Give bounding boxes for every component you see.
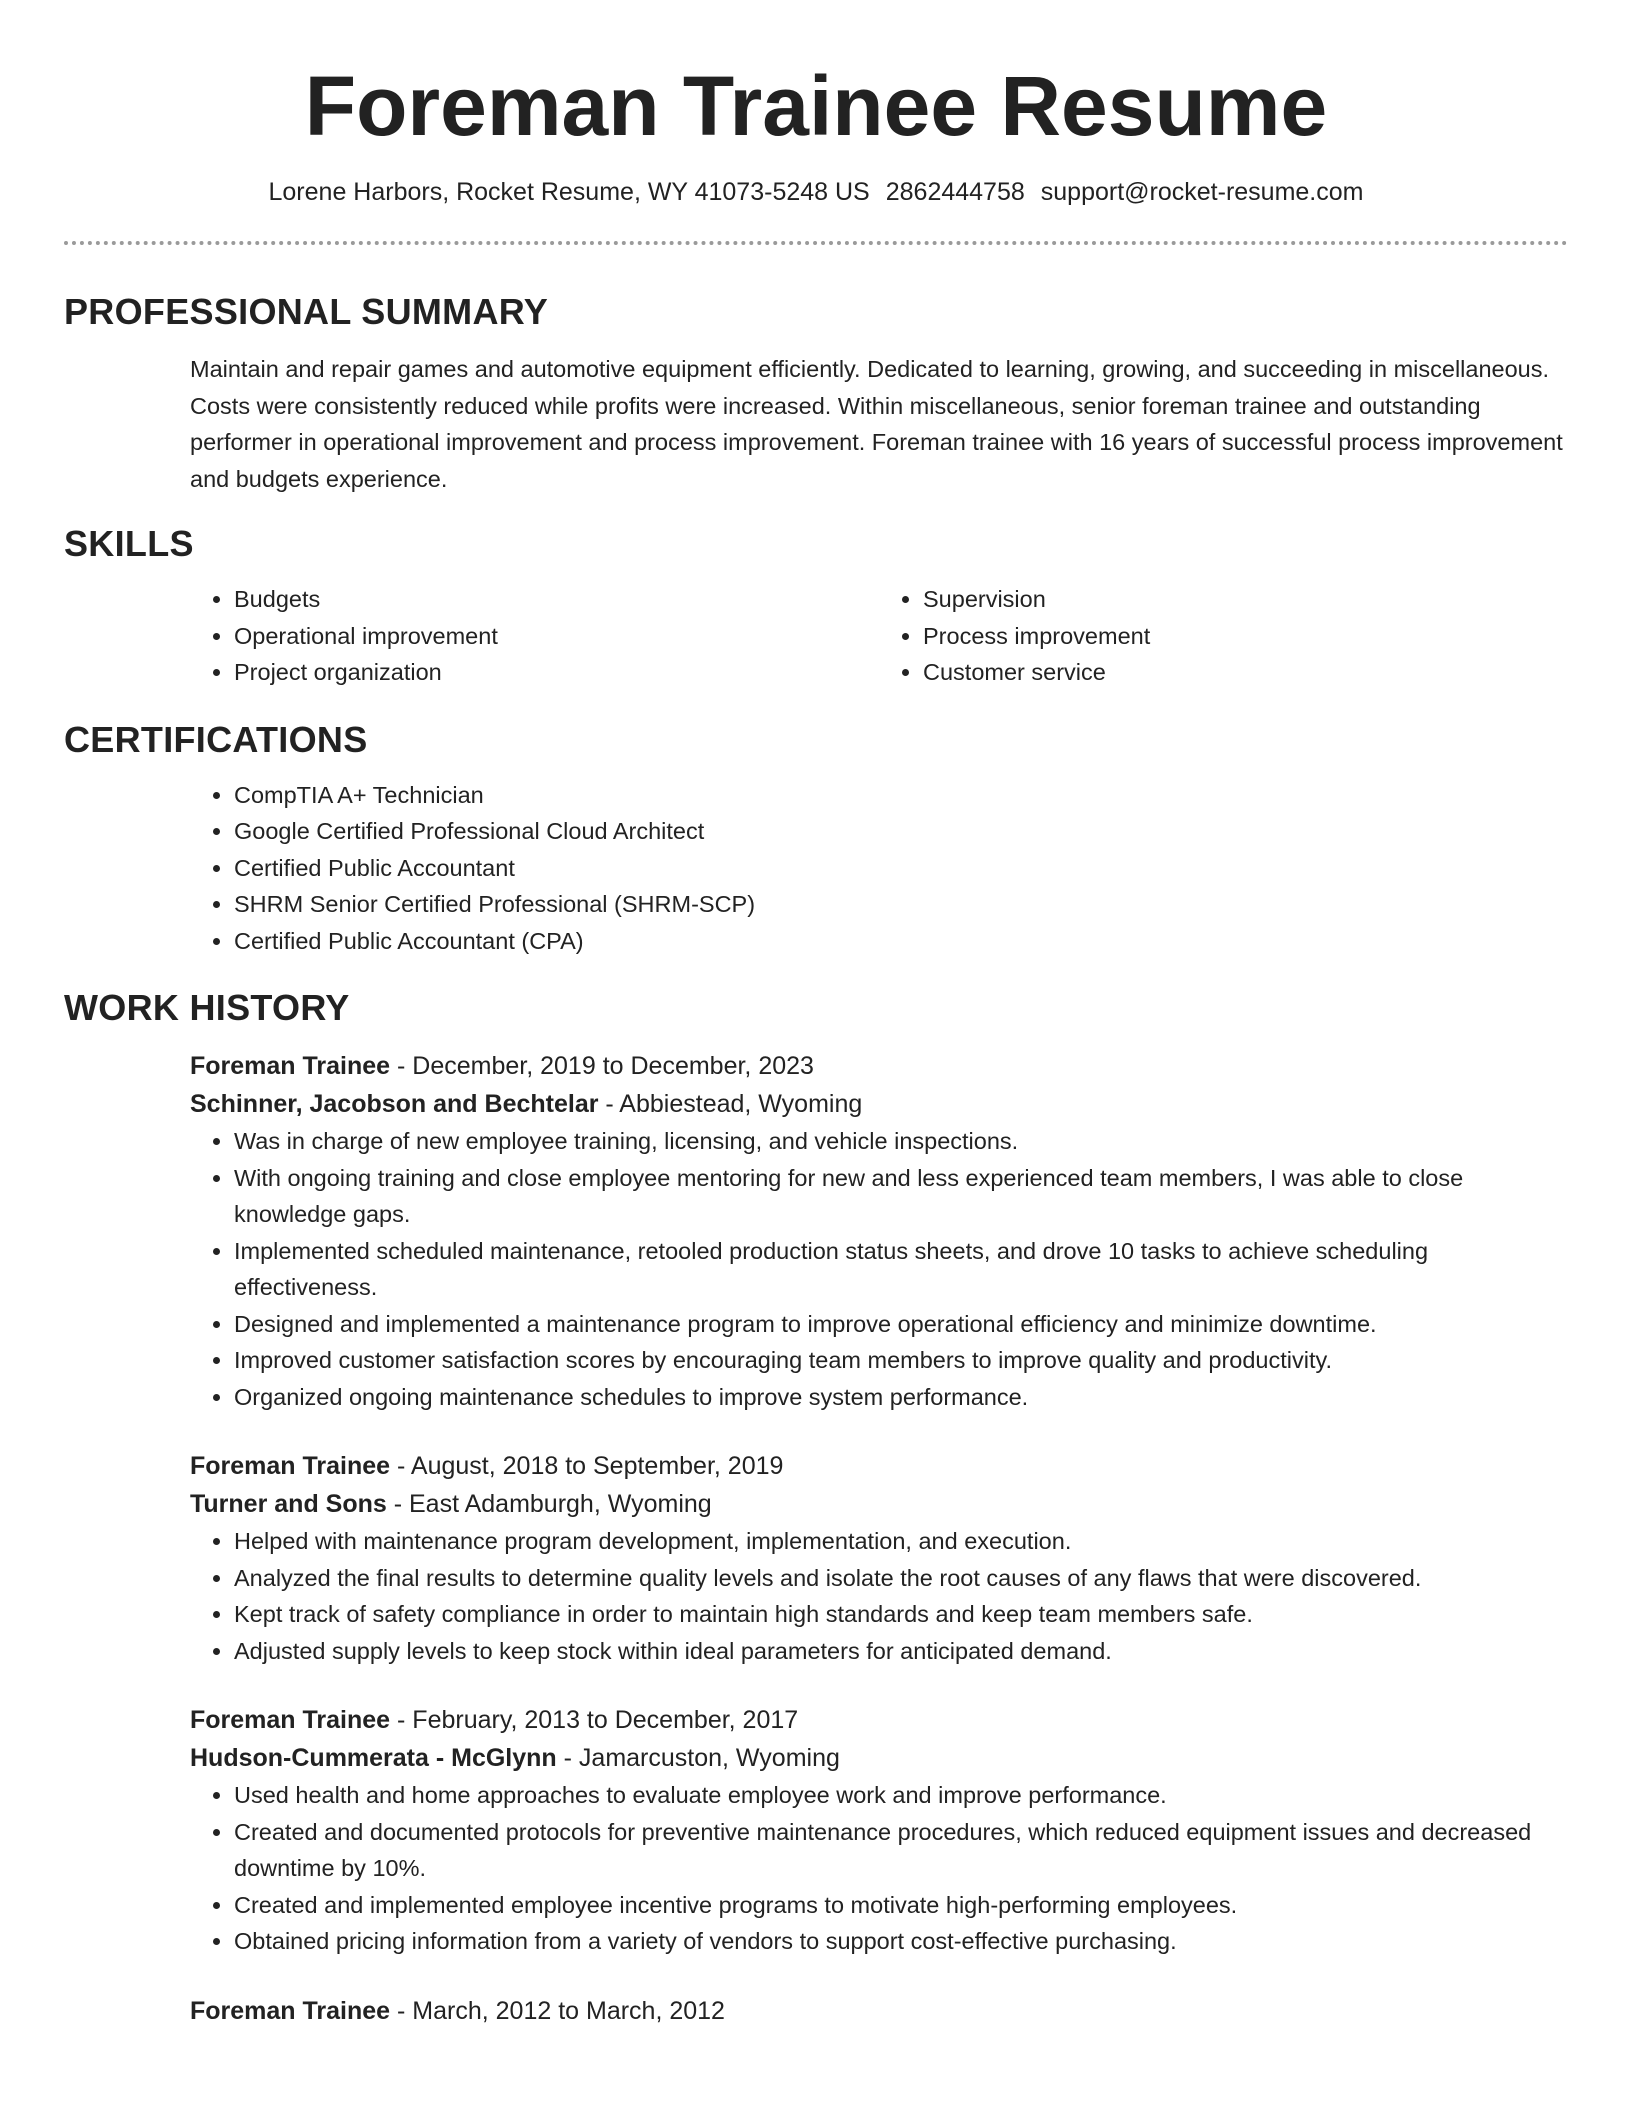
job-entry: [190, 1447, 1568, 1669]
job-title-line: [190, 1447, 1568, 1485]
job-bullet: • Designed and implemented a maintenance program to improve operational efficiency and minimize downtime.: [234, 1306, 1568, 1343]
job-dates: - December, 2019 to December, 2023: [390, 1052, 814, 1080]
skill-item: • Project organization: [234, 654, 879, 691]
skills-right-list: [879, 581, 1568, 691]
certifications-list-wrap: [190, 777, 1568, 960]
job-bullet: • Was in charge of new employee training, licensing, and vehicle inspections.: [234, 1123, 1568, 1160]
certification-item: • Google Certified Professional Cloud Architect: [234, 813, 1568, 850]
summary-heading: PROFESSIONAL SUMMARY: [64, 291, 549, 332]
job-bullet: • Created and implemented employee incentive programs to motivate high-performing employees.: [234, 1887, 1568, 1924]
work-section: [64, 987, 1568, 2030]
job-company: Turner and Sons: [190, 1490, 387, 1518]
job-bullet: • Adjusted supply levels to keep stock within ideal parameters for anticipated demand.: [234, 1633, 1568, 1670]
contact-line: [0, 178, 1632, 207]
work-heading: WORK HISTORY: [64, 987, 350, 1028]
job-title: Foreman Trainee: [190, 1052, 391, 1080]
job-title: Foreman Trainee: [190, 1452, 391, 1480]
certifications-heading: CERTIFICATIONS: [64, 718, 368, 760]
certification-item: • CompTIA A+ Technician: [234, 777, 1568, 814]
certifications-section: [64, 719, 1568, 960]
job-bullet: • Kept track of safety compliance in order to maintain high standards and keep team members safe.: [234, 1596, 1568, 1633]
contact-phone: 2862444758: [885, 178, 1025, 206]
job-bullet: • Improved customer satisfaction scores by encouraging team members to improve quality and productivity.: [234, 1342, 1568, 1379]
job-bullet: • Helped with maintenance program development, implementation, and execution.: [234, 1523, 1568, 1560]
certifications-list: [190, 777, 1568, 960]
summary-text: Maintain and repair games and automotive equipment efficiently. Dedicated to learning, growing, and succeeding in miscellaneous. Costs were consistently reduced while profits were increased. Within miscellaneous, senior foreman trainee and outstanding performer in operational improvement and process improvement. Foreman trainee with 16 years of successful process improvement and budgets experience.: [190, 356, 1563, 492]
page-title: Foreman Trainee Resume: [304, 59, 1328, 153]
job-company-line: [190, 1739, 1568, 1777]
skill-item: • Customer service: [923, 654, 1568, 691]
job-bullet: • Created and documented protocols for preventive maintenance procedures, which reduced equipment issues and decreased downtime by 10%.: [234, 1814, 1568, 1887]
skill-item: • Supervision: [923, 581, 1568, 618]
job-company-line: [190, 1085, 1568, 1123]
job-entry: [190, 1701, 1568, 1960]
job-dates: - August, 2018 to September, 2019: [390, 1452, 784, 1480]
contact-email: support@rocket-resume.com: [1040, 178, 1364, 206]
job-title: Foreman Trainee: [190, 1996, 391, 2025]
job-location: - Jamarcuston, Wyoming: [556, 1744, 840, 1772]
job-entry: [190, 1992, 1568, 2030]
job-location: - East Adamburgh, Wyoming: [386, 1490, 712, 1518]
skills-heading: SKILLS: [64, 523, 194, 564]
certification-item: • Certified Public Accountant: [234, 850, 1568, 887]
skill-item: • Operational improvement: [234, 618, 879, 655]
job-bullets: [190, 1523, 1568, 1669]
contact-address: Lorene Harbors, Rocket Resume, WY 41073-5248 US: [268, 178, 870, 206]
job-bullets: [190, 1777, 1568, 1960]
job-bullet: • Organized ongoing maintenance schedules to improve system performance.: [234, 1379, 1568, 1416]
job-bullet: • Used health and home approaches to evaluate employee work and improve performance.: [234, 1777, 1568, 1814]
job-bullet: • Analyzed the final results to determine quality levels and isolate the root causes of any flaws that were discovered.: [234, 1560, 1568, 1597]
summary-section: [64, 291, 1568, 497]
job-entry: [190, 1047, 1568, 1415]
job-title-line: [190, 1992, 1568, 2030]
job-bullet: • Obtained pricing information from a variety of vendors to support cost-effective purchasing.: [234, 1923, 1568, 1960]
job-company-line: [190, 1485, 1568, 1523]
skills-left-list: [190, 581, 879, 691]
job-dates: - February, 2013 to December, 2017: [390, 1706, 799, 1734]
skill-item: • Process improvement: [923, 618, 1568, 655]
job-bullet: • With ongoing training and close employee mentoring for new and less experienced team members, I was able to close knowledge gaps.: [234, 1160, 1568, 1233]
certification-item: • Certified Public Accountant (CPA): [234, 923, 1568, 960]
job-dates: - March, 2012 to March, 2012: [390, 1996, 725, 2025]
job-title: Foreman Trainee: [190, 1706, 391, 1734]
job-company: Schinner, Jacobson and Bechtelar: [190, 1090, 599, 1118]
skills-section: [64, 523, 1568, 691]
skills-grid: [190, 581, 1568, 691]
job-title-line: [190, 1047, 1568, 1085]
job-bullets: [190, 1123, 1568, 1415]
skill-item: • Budgets: [234, 581, 879, 618]
certification-item: • SHRM Senior Certified Professional (SHRM-SCP): [234, 886, 1568, 923]
header-divider: [64, 241, 1568, 245]
job-bullet: • Implemented scheduled maintenance, retooled production status sheets, and drove 10 tasks to achieve scheduling effectiveness.: [234, 1233, 1568, 1306]
job-title-line: [190, 1701, 1568, 1739]
job-location: - Abbiestead, Wyoming: [598, 1090, 863, 1118]
job-company: Hudson-Cummerata - McGlynn: [190, 1744, 557, 1772]
